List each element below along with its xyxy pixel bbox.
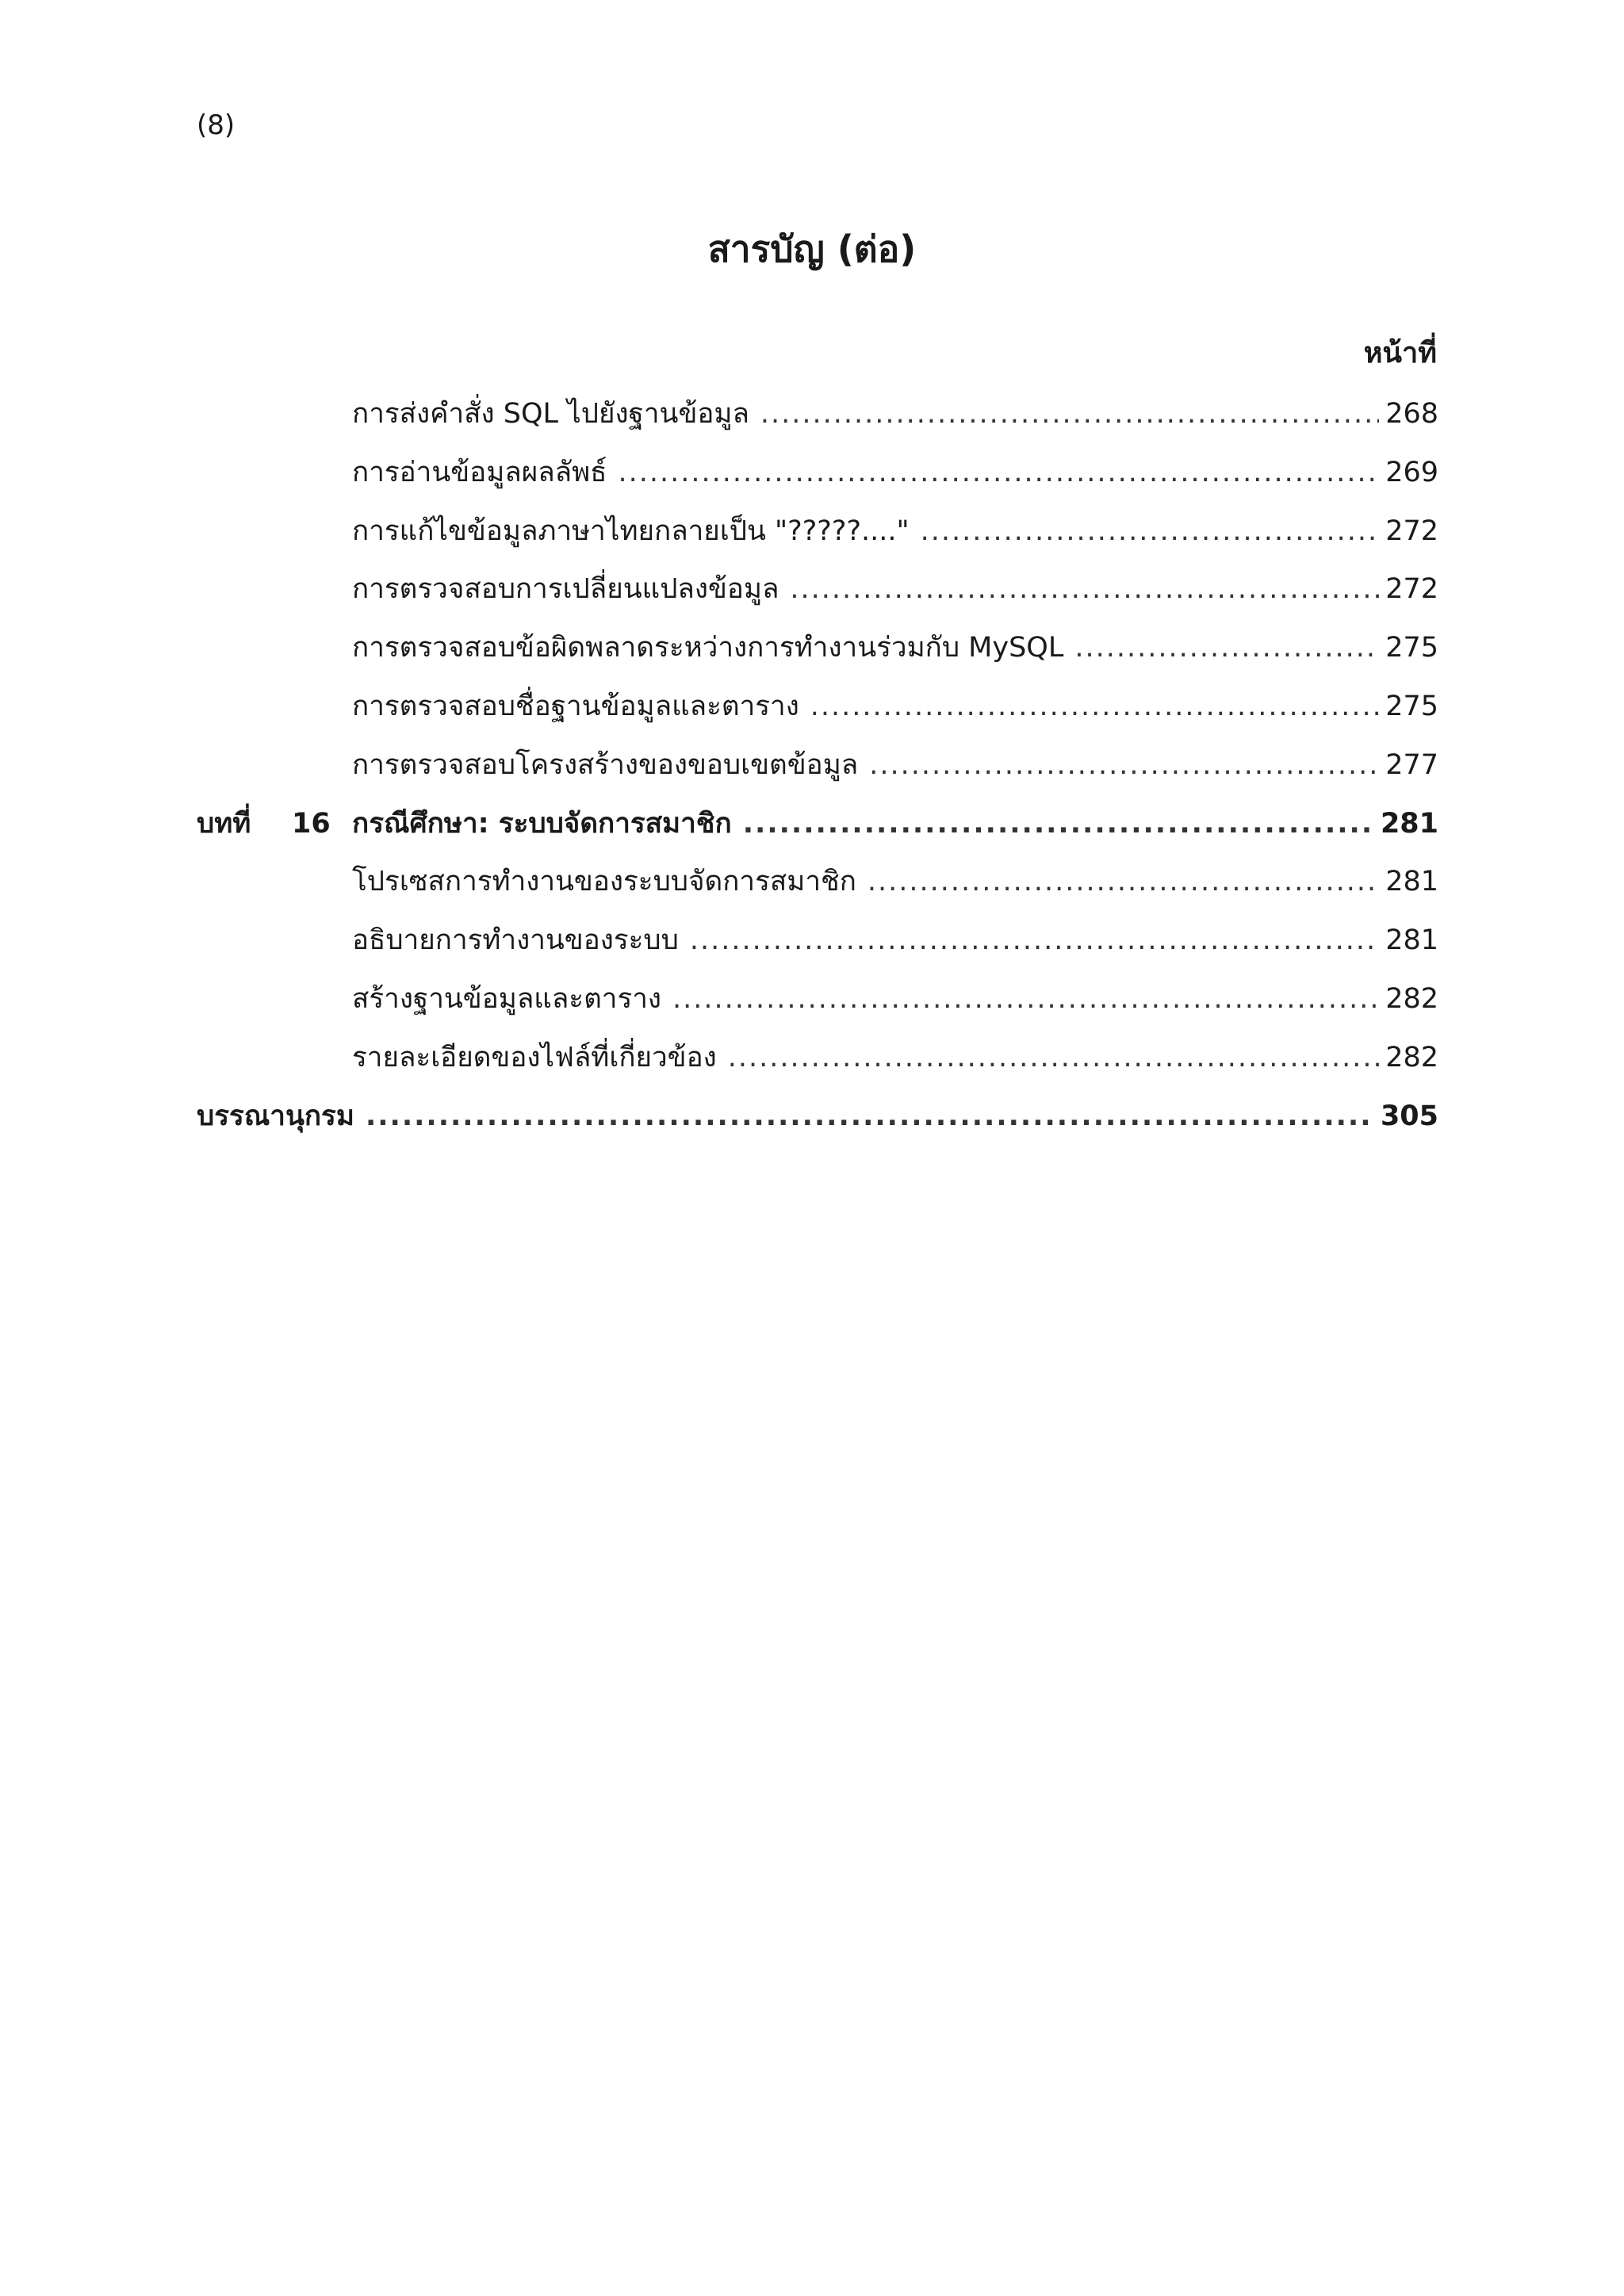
dot-leader: [728, 1029, 1379, 1088]
toc-entry[interactable]: [197, 912, 1438, 970]
toc-entry-page: 268: [1385, 398, 1438, 430]
dot-leader: [868, 853, 1379, 912]
toc-entry[interactable]: [197, 1029, 1438, 1088]
dot-leader: [760, 385, 1379, 444]
toc-entry-text: การแก้ไขข้อมูลภาษาไทยกลายเป็น "?????....": [352, 515, 910, 547]
toc-entry-page: 272: [1385, 515, 1438, 547]
toc-chapter-entry[interactable]: [197, 795, 1438, 854]
toc-entry-page: 275: [1385, 690, 1438, 722]
toc-entry[interactable]: [197, 503, 1438, 561]
toc-entry-text: การอ่านข้อมูลผลลัพธ์: [352, 456, 607, 488]
toc-entry-page: 269: [1385, 456, 1438, 488]
toc-entry[interactable]: [197, 385, 1438, 444]
page-title: สารบัญ (ต่อ): [707, 228, 917, 270]
toc-entry-text: การตรวจสอบข้อผิดพลาดระหว่างการทำงานร่วมกับ MySQL: [352, 632, 1064, 664]
toc-entry-page: 281: [1380, 807, 1438, 840]
page-column-header: หน้าที่: [1363, 337, 1437, 369]
dot-leader: [690, 912, 1379, 970]
toc-entry[interactable]: [197, 853, 1438, 912]
dot-leader: [810, 678, 1379, 737]
toc-entry-text: อธิบายการทำงานของระบบ: [352, 924, 679, 957]
toc-entry-text: บรรณานุกรม: [197, 1100, 354, 1132]
toc-entry-text: การตรวจสอบการเปลี่ยนแปลงข้อมูล: [352, 573, 779, 606]
toc-entry-page: 282: [1385, 1041, 1438, 1073]
toc-entry[interactable]: [197, 678, 1438, 737]
table-of-contents: [197, 385, 1438, 1146]
toc-entry-text: การตรวจสอบโครงสร้างของขอบเขตข้อมูล: [352, 748, 859, 781]
page-number: (8): [197, 109, 236, 141]
dot-leader: [869, 737, 1379, 795]
toc-entry[interactable]: [197, 619, 1438, 678]
toc-entry-page: 272: [1385, 573, 1438, 606]
toc-entry-page: 277: [1385, 748, 1438, 781]
toc-entry-text: กรณีศึกษา: ระบบจัดการสมาชิก: [352, 807, 732, 840]
chapter-label: บทที่: [197, 807, 251, 840]
toc-entry[interactable]: [197, 444, 1438, 503]
dot-leader: [366, 1088, 1374, 1146]
toc-entry-text: รายละเอียดของไฟล์ที่เกี่ยวข้อง: [352, 1041, 717, 1073]
toc-entry-text: การส่งคำสั่ง SQL ไปยังฐานข้อมูล: [352, 398, 749, 430]
toc-bibliography-entry[interactable]: [197, 1088, 1438, 1146]
toc-entry-page: 281: [1385, 924, 1438, 957]
toc-entry-text: การตรวจสอบชื่อฐานข้อมูลและตาราง: [352, 690, 799, 722]
dot-leader: [743, 795, 1374, 854]
toc-entry-page: 275: [1385, 632, 1438, 664]
dot-leader: [1074, 619, 1379, 678]
toc-entry[interactable]: [197, 970, 1438, 1029]
toc-entry-text: โปรเซสการทำงานของระบบจัดการสมาชิก: [352, 866, 856, 898]
dot-leader: [921, 503, 1380, 561]
dot-leader: [790, 561, 1379, 619]
toc-entry-page: 281: [1385, 866, 1438, 898]
dot-leader: [619, 444, 1380, 503]
toc-entry[interactable]: [197, 561, 1438, 619]
chapter-number: 16: [292, 807, 331, 840]
toc-entry-page: 305: [1380, 1100, 1438, 1132]
toc-entry-text: สร้างฐานข้อมูลและตาราง: [352, 982, 661, 1015]
toc-entry[interactable]: [197, 737, 1438, 795]
toc-entry-page: 282: [1385, 982, 1438, 1015]
dot-leader: [672, 970, 1379, 1029]
